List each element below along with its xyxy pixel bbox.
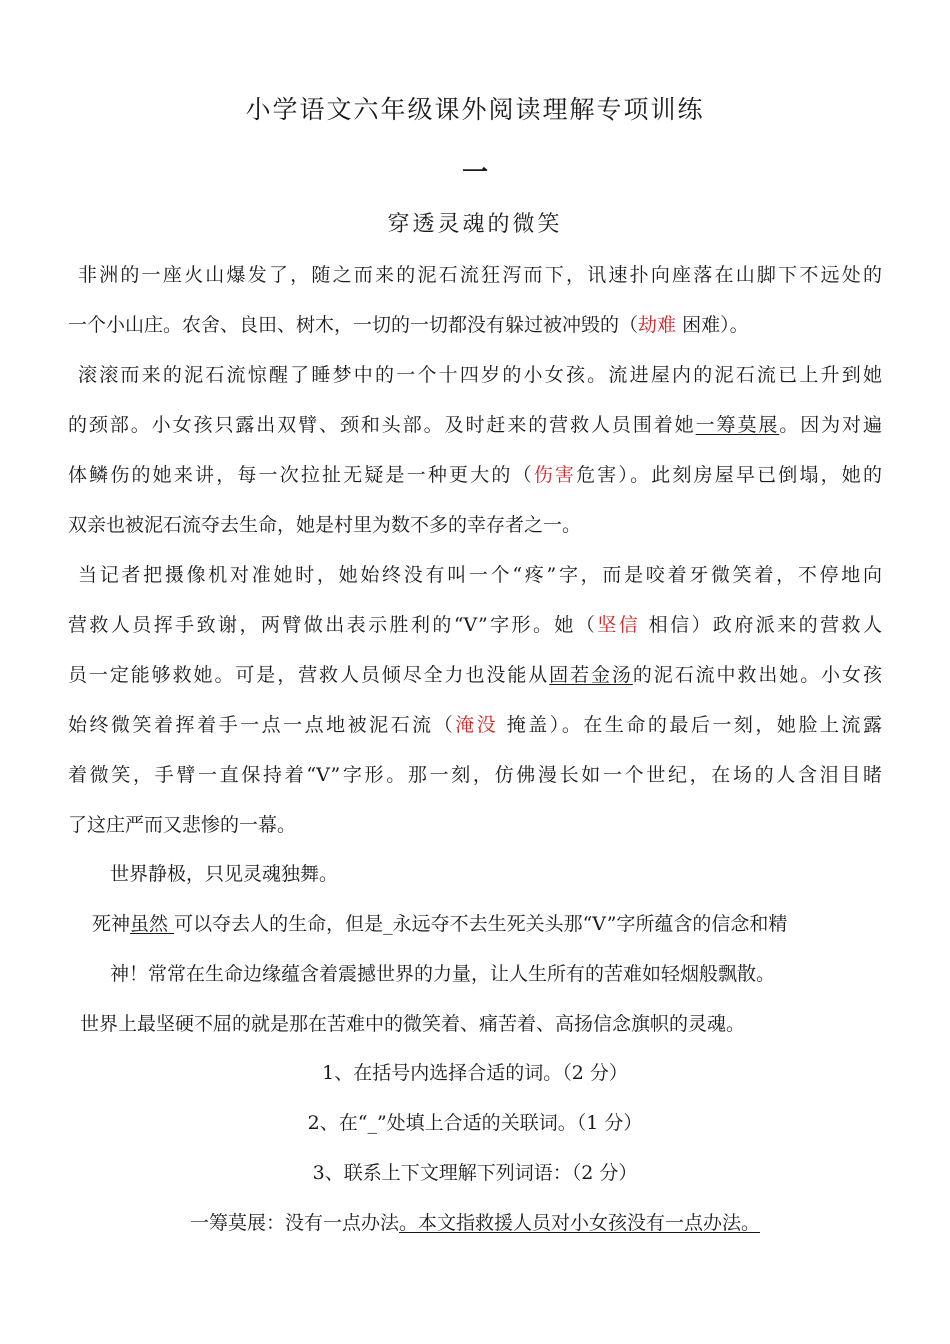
paragraph-line: 死神虽然 可以夺去人的生命，但是_永远夺不去生死关头那“V”字所蕴含的信念和精 — [92, 913, 788, 935]
paragraph-line: 非洲的一座火山爆发了，随之而来的泥石流狂泻而下，讯速扑向座落在山脚下不远处的 — [78, 264, 882, 286]
paragraph-line: 滚滚而来的泥石流惊醒了睡梦中的一个十四岁的小女孩。流进屋内的泥石流已上升到她 — [78, 364, 882, 386]
paragraph-line: 始终微笑着挥着手一点一点地被泥石流（淹没 掩盖）。在生命的最后一刻，她脸上流露 — [68, 714, 882, 736]
document-title: 小学语文六年级课外阅读理解专项训练 — [245, 95, 705, 124]
paragraph-line: 神！常常在生命边缘蕴含着震撼世界的力量，让人生所有的苦难如轻烟般飘散。 — [110, 963, 776, 985]
paragraph-line: 世界静极，只见灵魂独舞。 — [110, 863, 339, 885]
paragraph-line: 一个小山庄。农舍、良田、树木，一切的一切都没有躲过被冲毁的（劫难 困难）。 — [68, 314, 749, 336]
answer-3: 一筹莫展：没有一点办法。本文指救援人员对小女孩没有一点办法。 — [189, 1212, 761, 1234]
underlined-blank: 虽然 — [130, 913, 175, 935]
underlined-answer: 。本文指救援人员对小女孩没有一点办法。 — [399, 1212, 761, 1234]
answer-word: 劫难 — [638, 314, 677, 336]
question-2: 2、在“_”处填上合适的关联词。（1 分） — [307, 1112, 643, 1134]
question-3: 3、联系上下文理解下列词语：（2 分） — [312, 1162, 638, 1184]
answer-word: 伤害 — [533, 464, 577, 486]
paragraph-line: 营救人员挥手致谢，两臂做出表示胜利的“V”字形。她（坚信 相信）政府派来的营救人 — [68, 614, 882, 636]
question-1: 1、在括号内选择合适的词。（2 分） — [322, 1062, 628, 1084]
underlined-phrase: 一筹莫展 — [695, 414, 780, 436]
answer-word: 淹没 — [455, 714, 499, 736]
paragraph-line: 体鳞伤的她来讲，每一次拉扯无疑是一种更大的（伤害危害）。此刻房屋早已倒塌，她的 — [68, 464, 882, 486]
paragraph-line: 了这庄严而又悲惨的一幕。 — [68, 814, 297, 836]
paragraph-line: 世界上最坚硬不屈的就是那在苦难中的微笑着、痛苦着、高扬信念旗帜的灵魂。 — [80, 1013, 746, 1035]
section-number: 一 — [461, 158, 488, 188]
underlined-phrase: 固若金汤 — [549, 664, 633, 686]
answer-word: 坚信 — [597, 614, 641, 636]
paragraph-line: 双亲也被泥石流夺去生命，她是村里为数不多的幸存者之一。 — [68, 514, 582, 536]
paragraph-line: 着微笑，手臂一直保持着“V”字形。那一刻，仿佛漫长如一个世纪，在场的人含泪目睹 — [68, 764, 882, 786]
paragraph-line: 当记者把摄像机对准她时，她始终没有叫一个“疼”字，而是咬着牙微笑着，不停地向 — [78, 564, 882, 586]
paragraph-line: 员一定能够救她。可是，营救人员倾尽全力也没能从固若金汤的泥石流中救出她。小女孩 — [68, 664, 882, 686]
paragraph-line: 的颈部。小女孩只露出双臂、颈和头部。及时赶来的营救人员围着她一筹莫展。因为对遍 — [68, 414, 882, 436]
story-title: 穿透灵魂的微笑 — [387, 212, 563, 237]
